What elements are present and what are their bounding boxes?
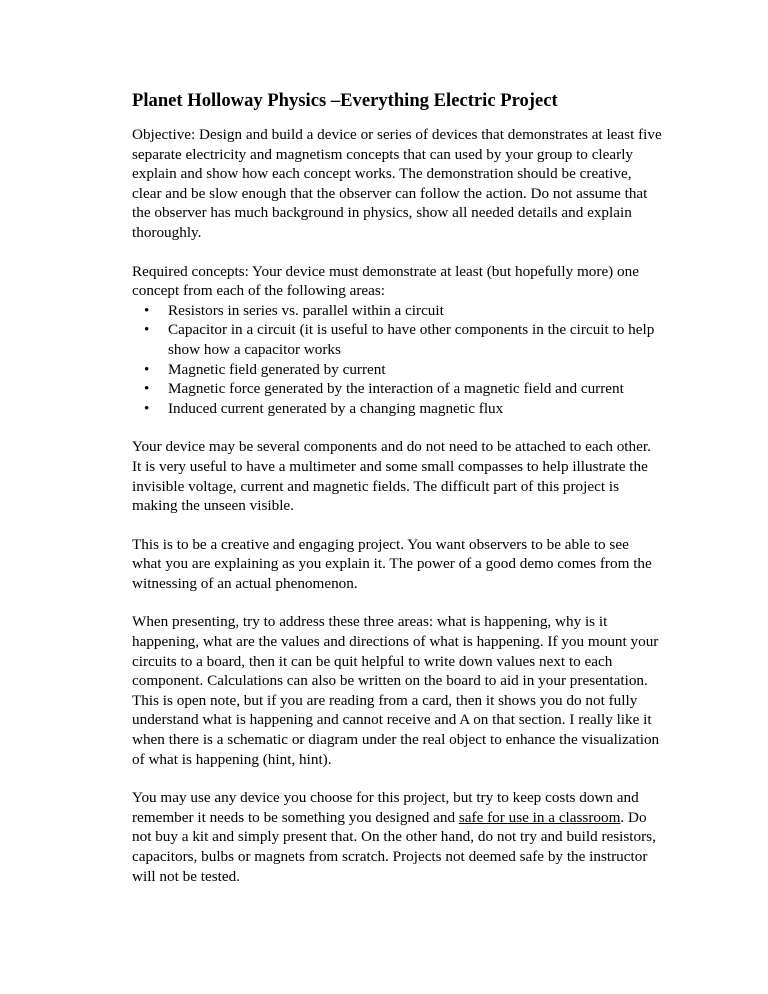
bullet-icon: • xyxy=(144,399,150,417)
objective-paragraph: Objective: Design and build a device or series of devices that demonstrates at least five separate electricity and magnetism concepts that can used by your group to clearly explain and show how each concept works. The demonstration should be creative, clear and be slow enough that the observer can follow the action. Do not assume that the observer has much background in physics, show all needed details and explain thoroughly. xyxy=(132,126,662,241)
document-page xyxy=(132,90,662,905)
list-item xyxy=(132,320,662,359)
list-item-text: Magnetic force generated by the interaction of a magnetic field and current xyxy=(168,380,624,398)
safety-text-after: . Do not buy a kit and simply present that. On the other hand, do not try and build resistors, capacitors, bulbs or magnets from scratch. Projects not deemed safe by the instructor will not be tested. xyxy=(132,808,656,885)
required-concepts-section xyxy=(132,262,662,419)
list-item-text: Capacitor in a circuit (it is useful to have other components in the circuit to help show how a capacitor works xyxy=(168,321,655,358)
list-item xyxy=(132,360,662,380)
list-item-text: Resistors in series vs. parallel within a circuit xyxy=(168,301,444,319)
list-item xyxy=(132,399,662,419)
required-concepts-intro: Required concepts: Your device must demonstrate at least (but hopefully more) one concept from each of the following areas: xyxy=(132,262,639,300)
document-title: Planet Holloway Physics –Everything Electric Project xyxy=(132,90,558,111)
list-item-text: Magnetic field generated by current xyxy=(168,360,386,378)
list-item xyxy=(132,379,662,399)
bullet-icon: • xyxy=(144,380,150,398)
list-item xyxy=(132,301,662,321)
bullet-icon: • xyxy=(144,301,150,319)
bullet-icon: • xyxy=(144,360,150,378)
components-paragraph: Your device may be several components and do not need to be attached to each other. It is very useful to have a multimeter and some small compasses to help illustrate the invisible voltage, current and magnetic fields. The difficult part of this project is making the unseen visible. xyxy=(132,438,651,515)
list-item-text: Induced current generated by a changing magnetic flux xyxy=(168,399,504,417)
creative-paragraph: This is to be a creative and engaging project. You want observers to be able to see what you are explaining as you explain it. The power of a good demo comes from the witnessing of an actual phenomenon. xyxy=(132,535,652,592)
bullet-icon: • xyxy=(144,321,150,339)
safety-underlined-text: safe for use in a classroom xyxy=(458,808,621,826)
safety-paragraph xyxy=(132,788,662,886)
presenting-paragraph: When presenting, try to address these three areas: what is happening, why is it happening, what are the values and directions of what is happening. If you mount your circuits to a board, then it can be quit helpful to write down values next to each component. Calculations can also be written on the board to aid in your presentation. This is open note, but if you are reading from a card, then it shows you do not fully understand what is happening and cannot receive and A on that section. I really like it when there is a schematic or diagram under the real object to enhance the visualization of what is happening (hint, hint). xyxy=(132,613,660,768)
safety-text-before: You may use any device you choose for this project, but try to keep costs down and remember it needs to be something you designed and xyxy=(132,789,639,826)
concepts-list xyxy=(132,301,662,419)
